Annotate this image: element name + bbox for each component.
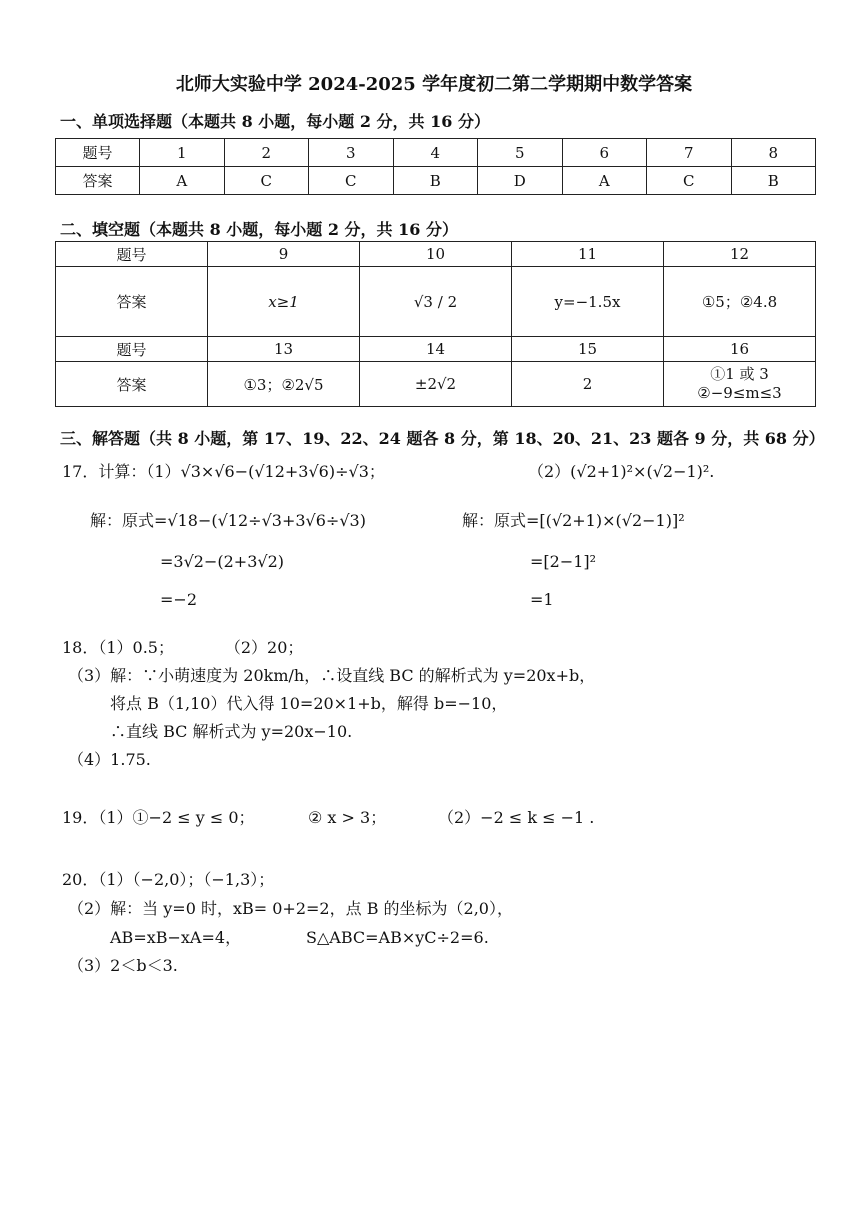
table-row [56,167,816,195]
q17-solution-1-line-2: =3√2−(2+3√2) [160,552,284,571]
answer-cell: 2 [512,362,664,407]
q18-line-3: 将点 B（1,10）代入得 10=20×1+b，解得 b=−10， [110,694,508,713]
table-row [56,139,816,167]
row-label: 答案 [56,167,140,195]
q17-solution-2-line-3: =1 [530,590,554,609]
q18-line-2: （3）解：∵小萌速度为 20km/h，∴设直线 BC 的解析式为 y=20x+b， [68,666,596,685]
q17-prompt-2: （2）(√2+1)²×(√2−1)². [528,462,715,481]
table-row [56,337,816,362]
question-number: 15 [512,337,664,362]
answer-cell: B [393,167,478,195]
question-number: 16 [664,337,816,362]
answer-cell: y=−1.5x [512,267,664,337]
table-row [56,242,816,267]
answer-cell: x≥1 [208,267,360,337]
answer-cell: D [478,167,563,195]
question-number: 14 [360,337,512,362]
q18-line-4: ∴直线 BC 解析式为 y=20x−10. [110,722,353,741]
q17-prompt-1: 17．计算：（1）√3×√6−(√12+3√6)÷√3； [62,462,385,481]
row-label: 题号 [56,337,208,362]
question-number: 9 [208,242,360,267]
question-number: 7 [647,139,732,167]
row-label: 答案 [56,362,208,407]
table-row [56,267,816,337]
answer-line: ②−9≤m≤3 [697,384,782,402]
question-number: 2 [224,139,309,167]
q20-line-3b: S△ABC=AB×yC÷2=6. [306,928,489,947]
answer-cell: ①3；②2√5 [208,362,360,407]
question-number: 11 [512,242,664,267]
section1-heading: 一、单项选择题（本题共 8 小题，每小题 2 分，共 16 分） [60,112,490,131]
q17-solution-2-line-2: =[2−1]² [530,552,597,571]
q20-line-1: 20．（1）（−2,0）；（−1,3）； [62,870,275,889]
q17-solution-1-line-3: =−2 [160,590,197,609]
row-label: 答案 [56,267,208,337]
answer-cell: C [309,167,394,195]
q17-solution-1-line-1: 解：原式=√18−(√12÷√3+3√6÷√3) [90,511,366,530]
question-number: 13 [208,337,360,362]
answer-cell: A [140,167,225,195]
q20-line-3a: AB=xB−xA=4， [110,928,242,947]
question-number: 3 [309,139,394,167]
q20-line-4: （3）2＜b＜3. [68,956,178,975]
answer-line: ①1 或 3 [710,365,769,384]
answer-cell: A [562,167,647,195]
table-row [56,362,816,407]
question-number: 10 [360,242,512,267]
q19-part-1: 19．（1）①−2 ≤ y ≤ 0； [62,808,255,827]
row-label: 题号 [56,139,140,167]
q18-line-1: 18．（1）0.5； （2）20； [62,638,304,657]
fill-blank-answer-table [55,241,816,407]
section3-heading: 三、解答题（共 8 小题，第 17、19、22、24 题各 8 分，第 18、20、21、23 题各 9 分，共 68 分） [60,429,825,448]
answer-cell [664,362,816,407]
question-number: 12 [664,242,816,267]
answer-cell: C [224,167,309,195]
choice-answer-table [55,138,816,195]
q20-line-2: （2）解：当 y=0 时，xB= 0+2=2，点 B 的坐标为（2,0）， [68,899,513,918]
answer-cell: B [731,167,816,195]
question-number: 6 [562,139,647,167]
q17-solution-2-line-1: 解：原式=[(√2+1)×(√2−1)]² [462,511,685,530]
answer-cell: √3 / 2 [360,267,512,337]
row-label: 题号 [56,242,208,267]
page-title: 北师大实验中学 2024-2025 学年度初二第二学期期中数学答案 [175,74,693,95]
section2-heading: 二、填空题（本题共 8 小题，每小题 2 分，共 16 分） [60,220,458,239]
question-number: 4 [393,139,478,167]
q19-part-2: ② x > 3； [308,808,387,827]
answer-cell: C [647,167,732,195]
question-number: 1 [140,139,225,167]
question-number: 8 [731,139,816,167]
q18-line-5: （4）1.75. [68,750,151,769]
answer-cell: ①5；②4.8 [664,267,816,337]
question-number: 5 [478,139,563,167]
answer-cell: ±2√2 [360,362,512,407]
q19-part-3: （2）−2 ≤ k ≤ −1 . [438,808,595,827]
